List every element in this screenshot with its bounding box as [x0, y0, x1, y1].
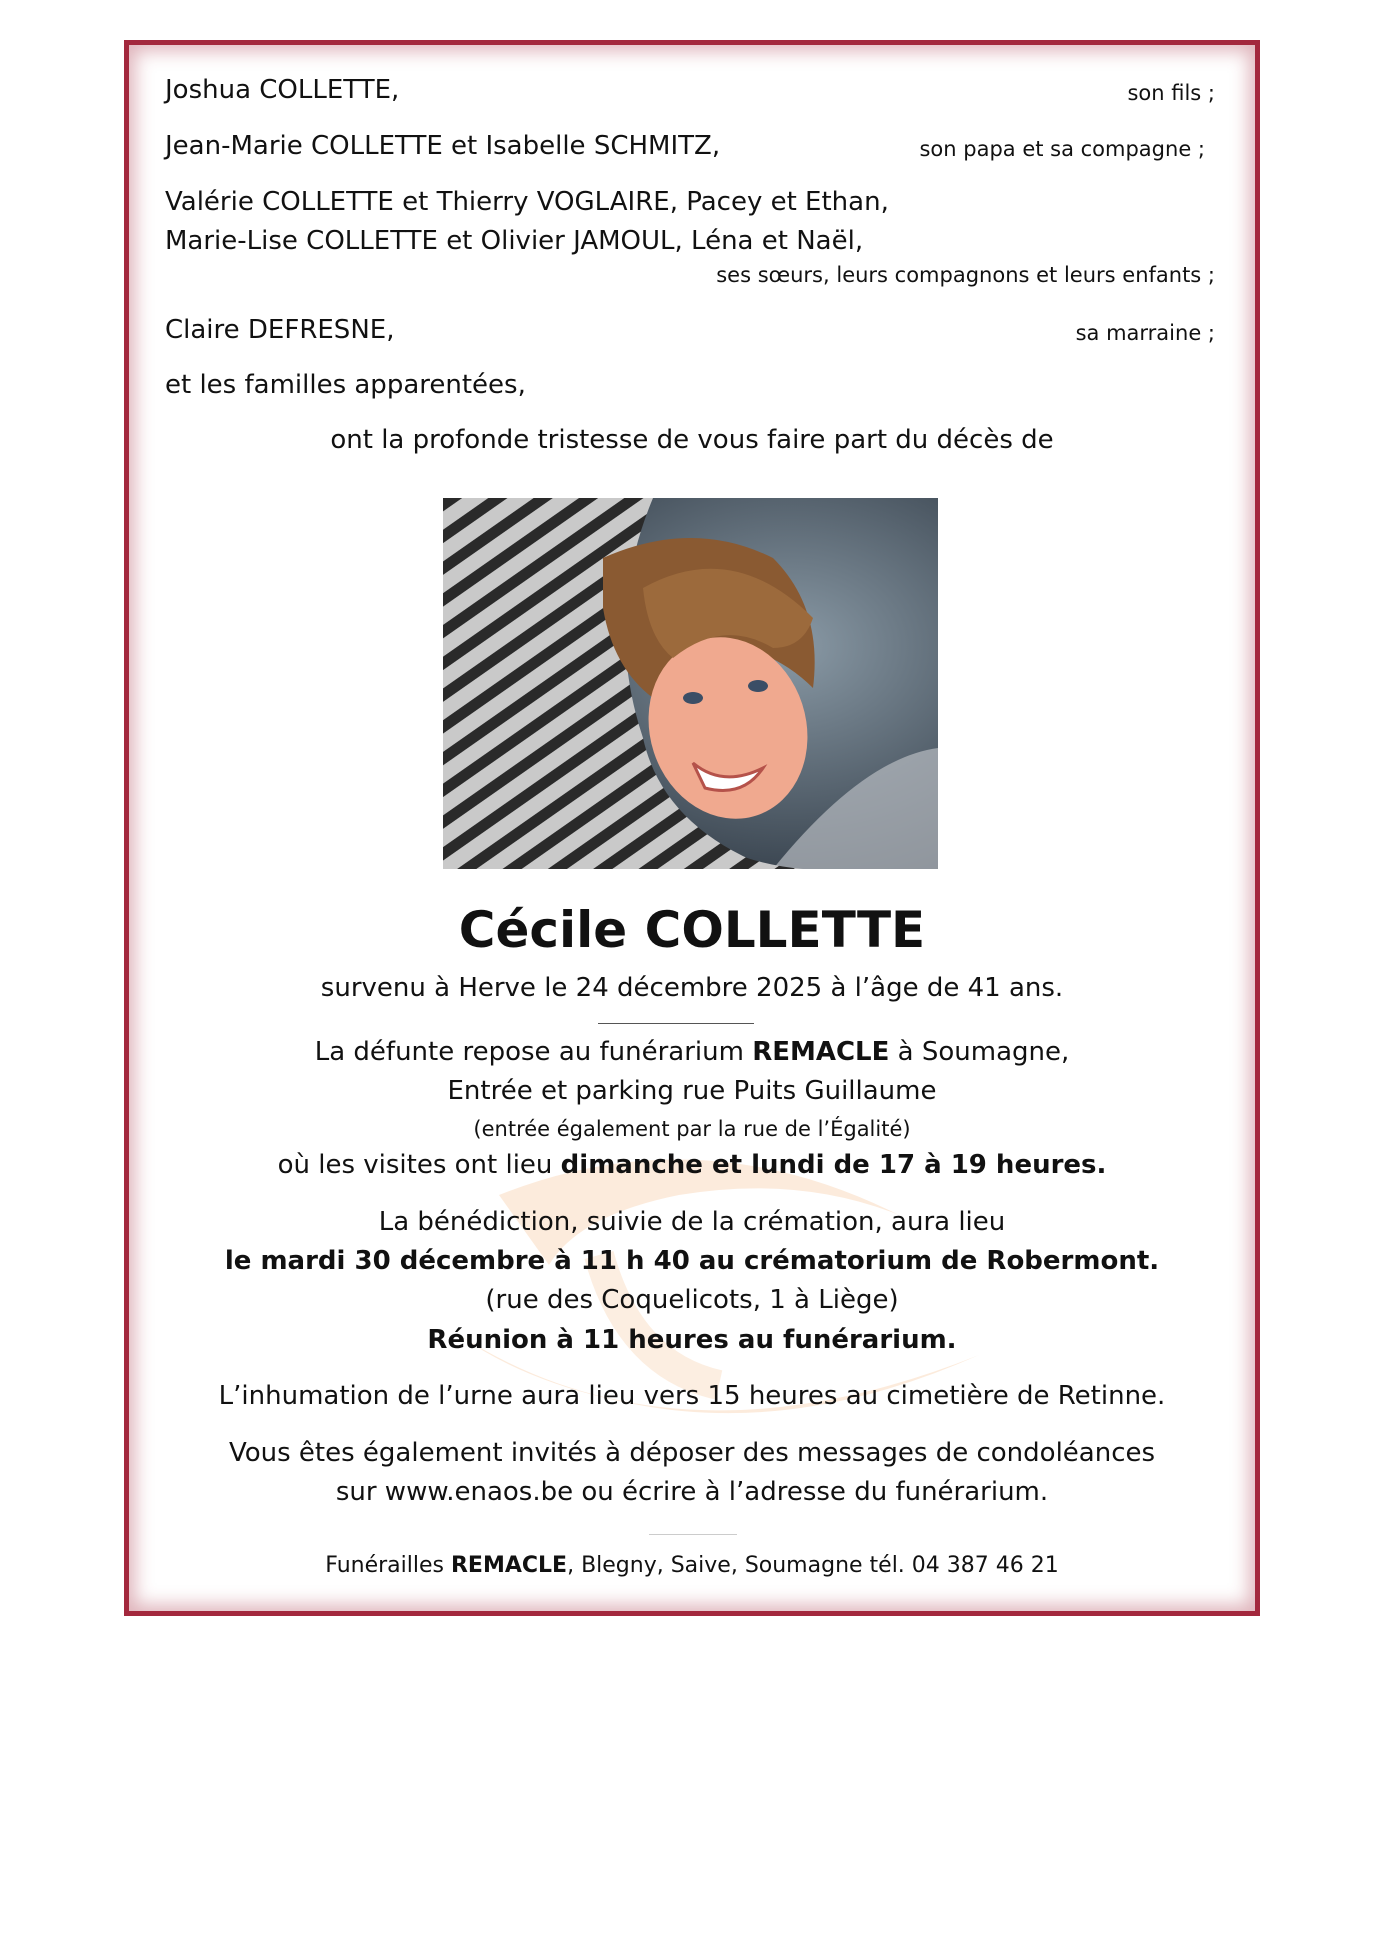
family-relation: sa marraine ;: [1075, 321, 1215, 345]
funeral-home-name: REMACLE: [752, 1037, 890, 1067]
deceased-name: Cécile COLLETTE: [458, 901, 926, 959]
portrait-illustration: [443, 498, 938, 869]
visitation-line-3: (entrée également par la rue de l’Égalité): [473, 1117, 911, 1141]
separator-line: [598, 1023, 754, 1024]
deceased-photo: [443, 498, 938, 869]
family-name: Joshua COLLETTE,: [165, 75, 400, 105]
announcement-text: ont la profonde tristesse de vous faire part du décès de: [330, 425, 1054, 455]
visitation-text: La défunte repose au funérarium: [314, 1037, 753, 1067]
visitation-text: où les visites ont lieu: [277, 1150, 561, 1180]
siblings-relation: ses sœurs, leurs compagnons et leurs enfants ;: [716, 263, 1215, 287]
family-name: Claire DEFRESNE,: [165, 315, 395, 345]
footer-separator: [649, 1534, 737, 1535]
footer-text: [129, 1553, 1255, 1578]
ceremony-line-4: Réunion à 11 heures au funérarium.: [427, 1325, 957, 1355]
visitation-hours: dimanche et lundi de 17 à 19 heures.: [560, 1150, 1107, 1180]
notice-frame: [124, 40, 1260, 1616]
condolences-line-1: Vous êtes également invités à déposer des messages de condoléances: [228, 1438, 1156, 1468]
siblings-line-2: Marie-Lise COLLETTE et Olivier JAMOUL, Léna et Naël,: [165, 226, 864, 256]
visitation-line-1: [129, 1037, 1255, 1067]
footer-prefix: Funérailles: [325, 1553, 451, 1578]
death-details: survenu à Herve le 24 décembre 2025 à l’âge de 41 ans.: [320, 973, 1064, 1003]
visitation-line-2: Entrée et parking rue Puits Guillaume: [447, 1076, 937, 1106]
condolences-line-2: sur www.enaos.be ou écrire à l’adresse du funérarium.: [335, 1477, 1049, 1507]
ceremony-line-1: La bénédiction, suivie de la crémation, aura lieu: [378, 1207, 1006, 1237]
footer-company: REMACLE: [450, 1553, 568, 1578]
ceremony-line-3: (rue des Coquelicots, 1 à Liège): [485, 1285, 899, 1315]
visitation-location: à Soumagne,: [889, 1037, 1070, 1067]
footer-contact: , Blegny, Saive, Soumagne tél. 04 387 46 21: [567, 1553, 1059, 1578]
siblings-line-1: Valérie COLLETTE et Thierry VOGLAIRE, Pacey et Ethan,: [165, 187, 889, 217]
notice-content: [129, 45, 1255, 1611]
related-families: et les familles apparentées,: [165, 370, 526, 400]
family-relation: son papa et sa compagne ;: [919, 137, 1205, 161]
family-name: Jean-Marie COLLETTE et Isabelle SCHMITZ,: [165, 131, 721, 161]
family-relation: son fils ;: [1127, 81, 1215, 105]
ceremony-line-2: le mardi 30 décembre à 11 h 40 au crématorium de Robermont.: [224, 1246, 1160, 1276]
burial-text: L’inhumation de l’urne aura lieu vers 15 heures au cimetière de Retinne.: [218, 1381, 1166, 1411]
visitation-line-4: [129, 1150, 1255, 1180]
